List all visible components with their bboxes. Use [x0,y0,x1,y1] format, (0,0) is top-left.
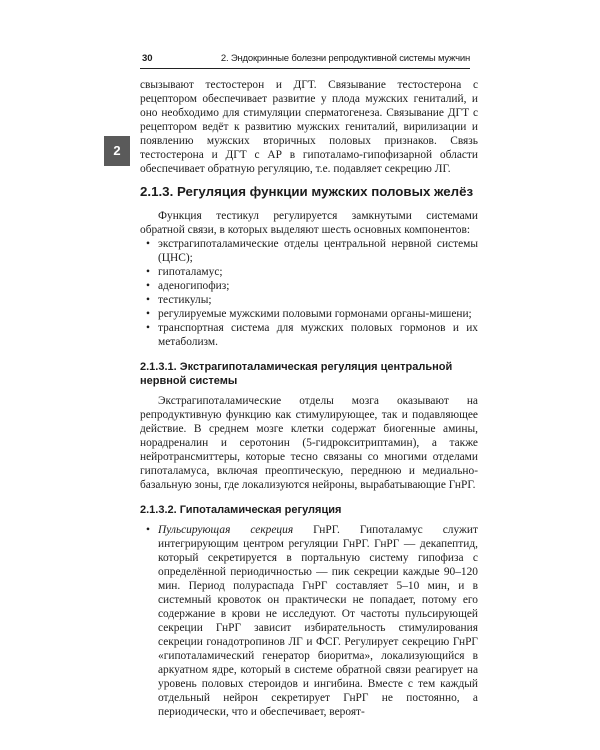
bullet-body: ГнРГ. Гипоталамус служит интегрирующим центром регуляции ГнРГ. ГнРГ — декапептид, который секретируется в портальную систему гипофиза с определённой периодичностью — пик секреции каждые 90–120 мин. Период полураспада ГнРГ составляет 5–10 мин, и в системный кровоток он практически не попадает, потому его содержание в крови не исследуют. От частоты пульсирующей секреции ГнРГ зависит избирательность стимулирования секреции гонадотропинов ЛГ и ФСГ. Регулирует секрецию ГнРГ «гипоталамический генератор биоритма», локализующийся в аркуатном ядре, который в системе обратной связи реагирует на уровень половых стероидов и ингибина. Вместе с тем каждый отдельный нейрон секретирует ГнРГ не постоянно, а периодически, что и обеспечивает, вероят- [158,524,478,718]
bullet-lead-term: Пульсирующая секреция [158,524,294,536]
regulation-list [140,523,478,719]
list-item: • тестикулы; [146,294,212,306]
bullet-icon: • [146,280,150,292]
page-number: 30 [142,53,153,64]
running-head: 2. Эндокринные болезни репродуктивной системы мужчин [220,53,470,64]
list-item: • регулируемые мужскими половыми гормонами органы-мишени; [146,308,472,320]
chapter-tab: 2 [104,136,130,166]
section-2-1-3-1-paragraph: Экстрагипоталамические отделы мозга оказывают на репродуктивную функцию как стимулирующее, так и подавляющее действие. В среднем мозге клетки содержат биогенные амины, норадреналин и серотонин (5-гидрокситриптамин), а также нейротрансмиттеры, которые тесно связаны со многими отделами гипоталамуса, включая преоптическую, переднюю и медиально-базальную зоны, где локализуются нейроны, вырабатывающие ГнРГ. [140,395,478,491]
section-heading-2-1-3-1: 2.1.3.1. Экстрагипоталамическая регуляция центральной нервной системы [140,361,453,387]
list-item [146,523,478,719]
list-item: • экстрагипоталамические отделы центральной нервной системы (ЦНС); [146,238,478,264]
bullet-icon: • [146,308,150,320]
section-2-1-3-paragraph: Функция тестикул регулируется замкнутыми системами обратной связи, в которых выделяют шесть основных компонентов: [140,210,478,236]
list-item: • гипоталамус; [146,266,223,278]
bullet-icon: • [146,266,150,278]
components-list [140,237,478,349]
section-heading-2-1-3: 2.1.3. Регуляция функции мужских половых желёз [140,184,474,199]
page-header [140,52,470,69]
intro-paragraph: свызывают тестостерон и ДГТ. Связывание тестостерона с рецептором обеспечивает развитие у плода мужских гениталий, и оно необходимо для стимуляции сперматогенеза. Связывание ДГТ с рецептором ведёт к развитию мужских гениталий, вирилизации и появлению мужских вторичных половых признаков. Связь тестостерона и ДГТ с АР в гипоталамо-гипофизарной области обеспечивает обратную регуляцию, т.е. подавляет секрецию ЛГ. [140,79,478,175]
list-item: • аденогипофиз; [146,280,230,292]
bullet-icon: • [146,322,150,334]
bullet-icon: • [146,294,150,306]
bullet-icon: • [146,238,150,250]
bullet-icon: • [146,524,150,536]
list-item: • транспортная система для мужских половых гормонов и их метаболизм. [146,322,478,348]
section-heading-2-1-3-2: 2.1.3.2. Гипоталамическая регуляция [140,504,342,516]
page-body [140,78,478,719]
